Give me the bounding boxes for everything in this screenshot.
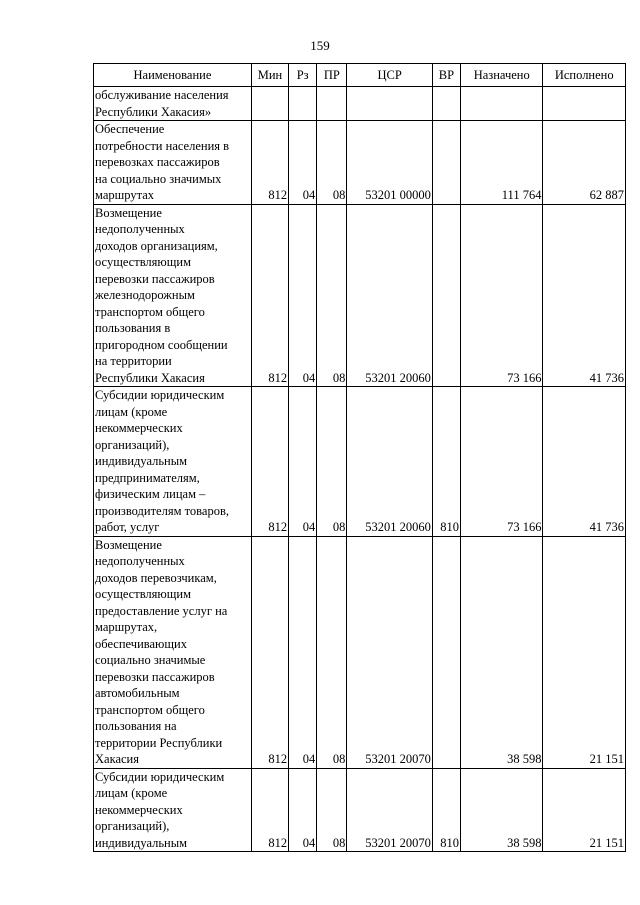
row-rz: 04	[289, 204, 317, 387]
table-row	[94, 87, 626, 121]
table-row	[94, 768, 626, 852]
row-executed: 41 736	[543, 387, 626, 537]
row-pr: 08	[317, 768, 347, 852]
table-row	[94, 204, 626, 387]
row-min: 812	[251, 387, 288, 537]
row-csr	[347, 87, 432, 121]
row-assigned: 73 166	[461, 204, 543, 387]
row-pr: 08	[317, 204, 347, 387]
header-pr: ПР	[317, 64, 347, 87]
row-min: 812	[251, 768, 288, 852]
row-pr: 08	[317, 387, 347, 537]
row-pr: 08	[317, 536, 347, 768]
row-name: Субсидии юридическим лицам (кроме некоммерческих организаций), индивидуальным	[94, 768, 252, 852]
row-pr	[317, 87, 347, 121]
row-rz: 04	[289, 121, 317, 205]
row-executed: 21 151	[543, 536, 626, 768]
table-row	[94, 121, 626, 205]
row-executed: 21 151	[543, 768, 626, 852]
header-vr: ВР	[432, 64, 460, 87]
row-vr: 810	[432, 387, 460, 537]
row-name: Возмещение недополученных доходов перевозчикам, осуществляющим предоставление услуг на маршрутах, обеспечивающих социально значимые перевозки пассажиров автомобильным транспортом общего пользования на территории Республики Хакасия	[94, 536, 252, 768]
row-vr	[432, 121, 460, 205]
row-assigned: 111 764	[461, 121, 543, 205]
row-executed	[543, 87, 626, 121]
row-rz	[289, 87, 317, 121]
table-header-row	[94, 64, 626, 87]
row-csr: 53201 20060	[347, 204, 432, 387]
row-rz: 04	[289, 768, 317, 852]
row-csr: 53201 20070	[347, 536, 432, 768]
row-pr: 08	[317, 121, 347, 205]
header-name: Наименование	[94, 64, 252, 87]
row-min	[251, 87, 288, 121]
row-assigned: 38 598	[461, 536, 543, 768]
header-executed: Исполнено	[543, 64, 626, 87]
row-rz: 04	[289, 536, 317, 768]
row-name: Возмещение недополученных доходов организациям, осуществляющим перевозки пассажиров железнодорожным транспортом общего пользования в пригородном сообщении на территории Республики Хакасия	[94, 204, 252, 387]
row-min: 812	[251, 121, 288, 205]
row-assigned: 73 166	[461, 387, 543, 537]
row-assigned: 38 598	[461, 768, 543, 852]
row-min: 812	[251, 204, 288, 387]
row-executed: 41 736	[543, 204, 626, 387]
row-name: Обеспечение потребности населения в перевозках пассажиров на социально значимых маршрутах	[94, 121, 252, 205]
table-row	[94, 536, 626, 768]
row-executed: 62 887	[543, 121, 626, 205]
row-vr	[432, 536, 460, 768]
row-vr: 810	[432, 768, 460, 852]
page-number: 159	[310, 38, 330, 53]
row-assigned	[461, 87, 543, 121]
header-assigned: Назначено	[461, 64, 543, 87]
table-row	[94, 387, 626, 537]
row-rz: 04	[289, 387, 317, 537]
row-vr	[432, 204, 460, 387]
row-name: Субсидии юридическим лицам (кроме некоммерческих организаций), индивидуальным предпринимателям, физическим лицам – производителям товаров, работ, услуг	[94, 387, 252, 537]
header-min: Мин	[251, 64, 288, 87]
budget-table	[93, 63, 626, 852]
row-csr: 53201 00000	[347, 121, 432, 205]
row-vr	[432, 87, 460, 121]
header-rz: Рз	[289, 64, 317, 87]
row-csr: 53201 20070	[347, 768, 432, 852]
header-csr: ЦСР	[347, 64, 432, 87]
row-name: обслуживание населения Республики Хакасия»	[94, 87, 252, 121]
row-csr: 53201 20060	[347, 387, 432, 537]
row-min: 812	[251, 536, 288, 768]
